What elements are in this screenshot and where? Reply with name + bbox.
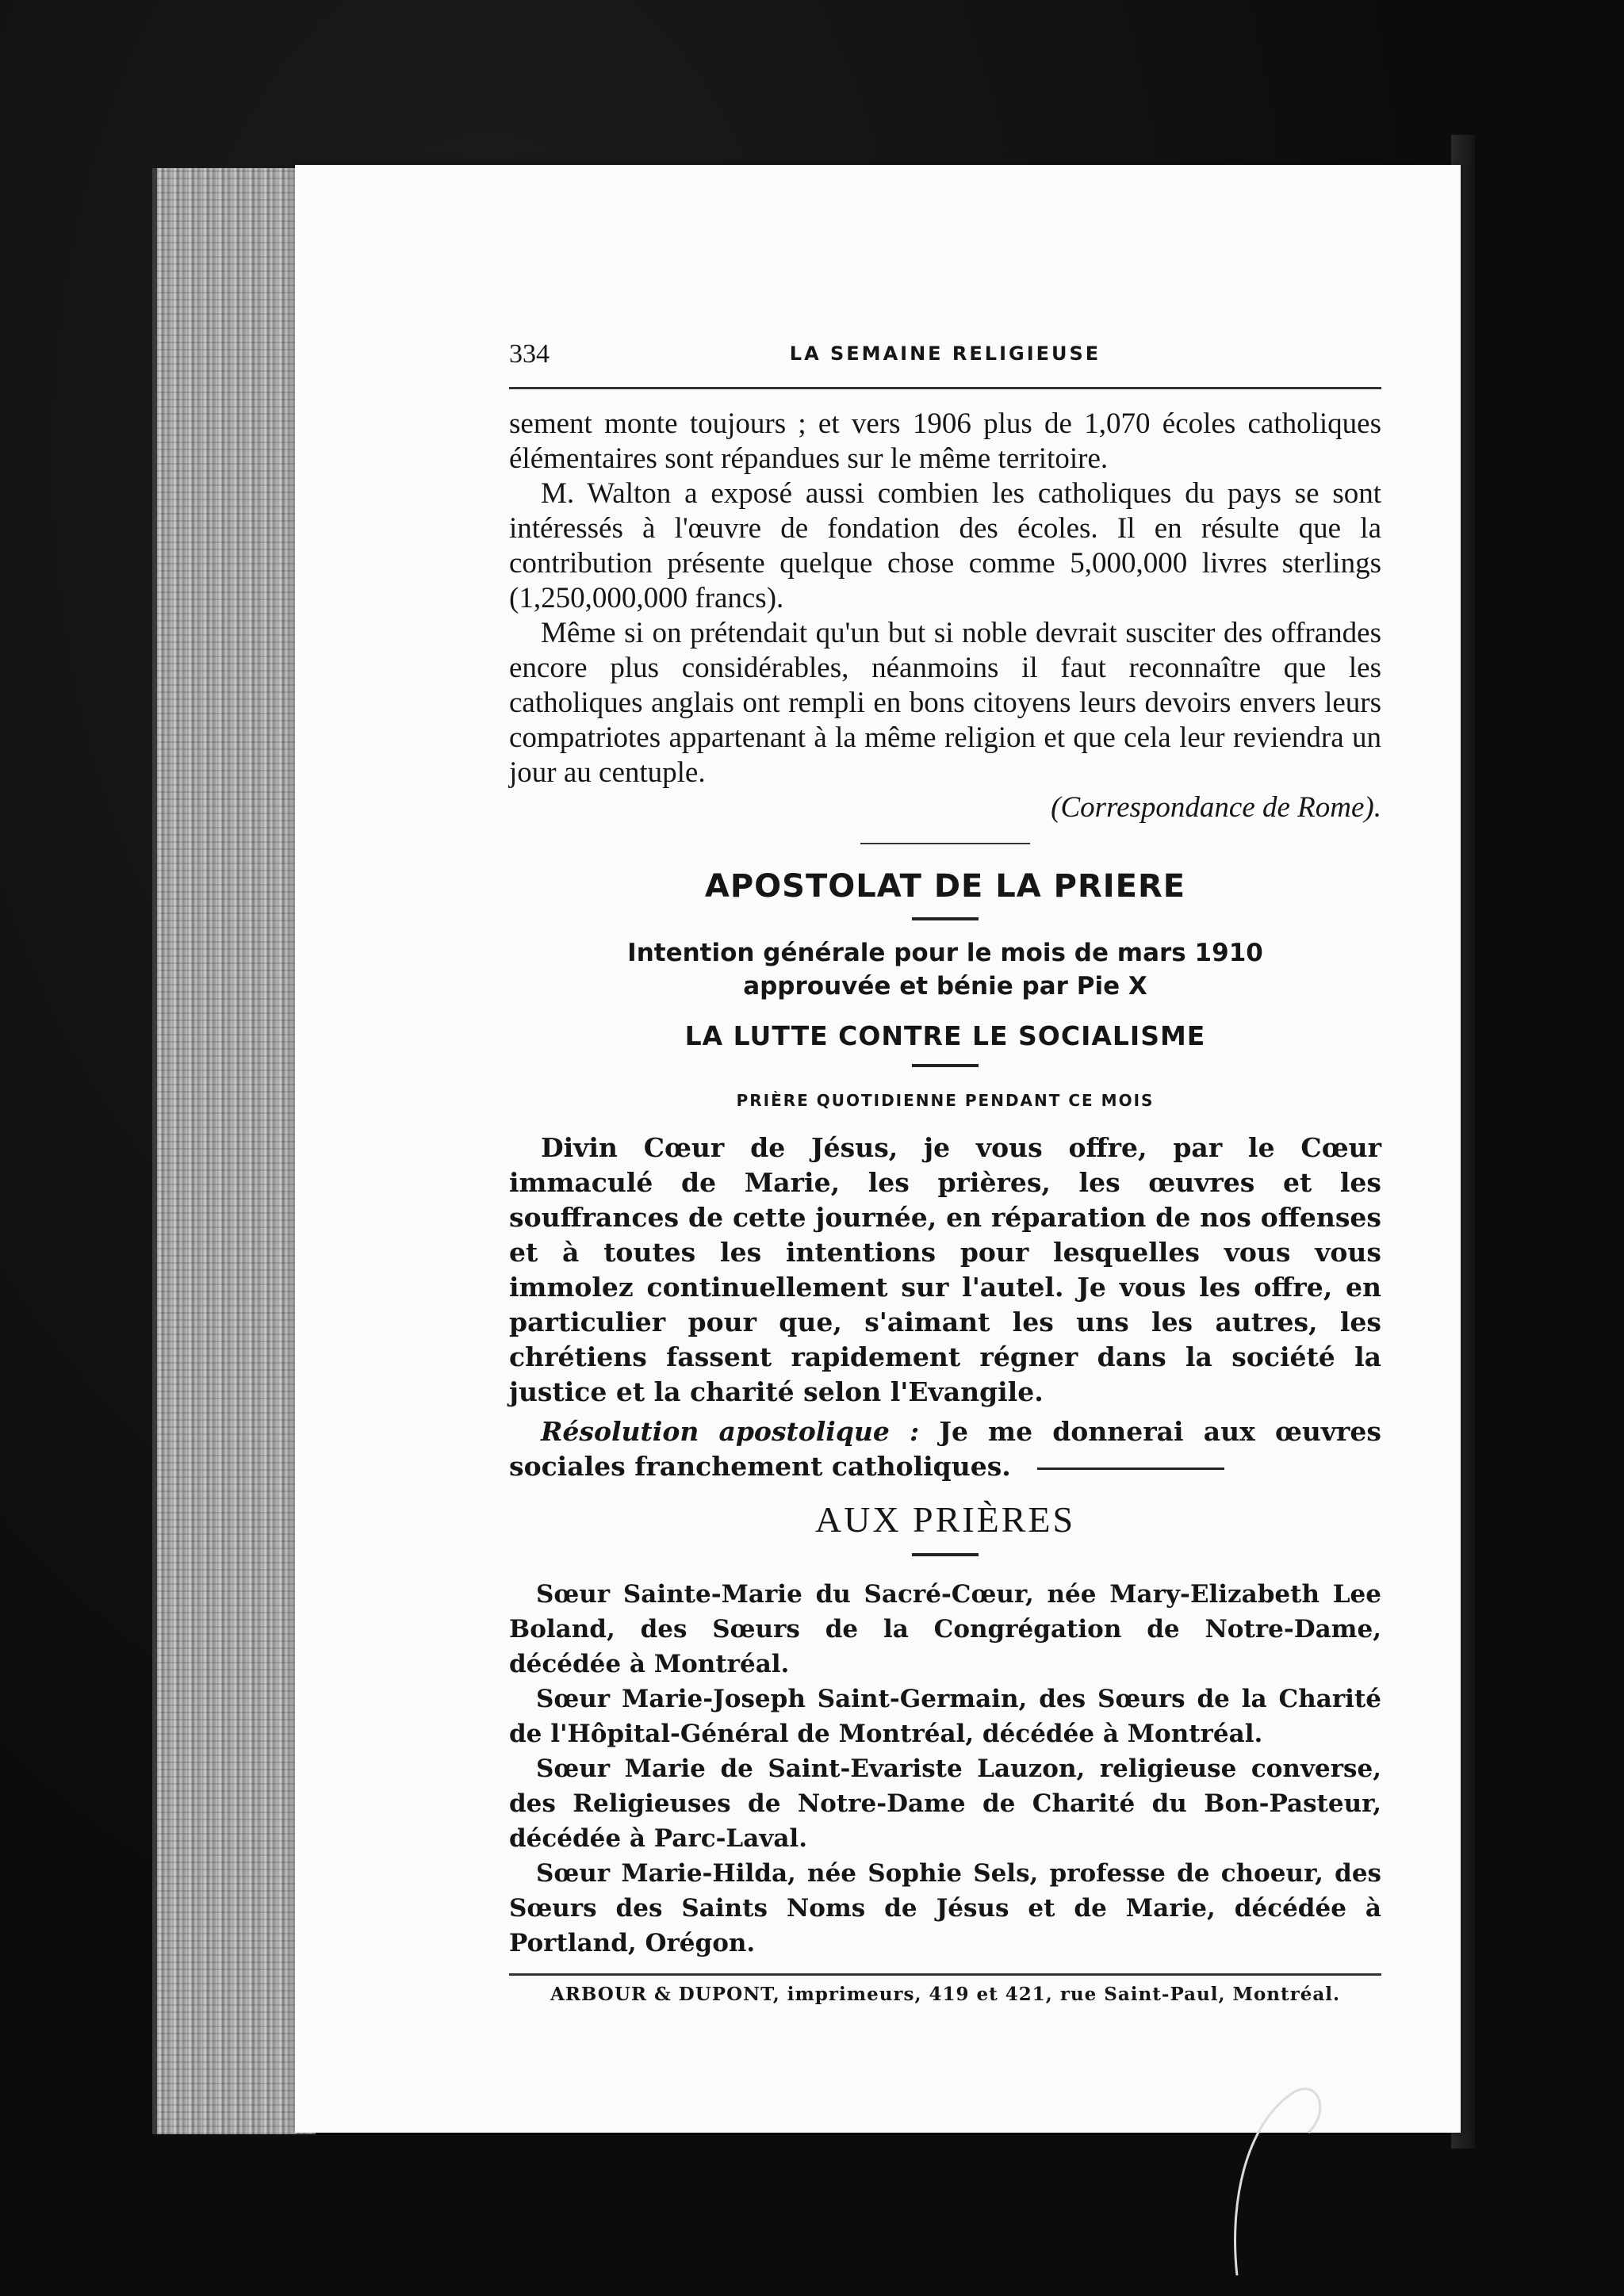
printer-imprint: ARBOUR & DUPONT, imprimeurs, 419 et 421, rue Saint-Paul, Montréal. <box>550 1984 1341 2005</box>
running-title: LA SEMAINE RELIGIEUSE <box>789 342 1101 365</box>
resolution-label: Résolution apostolique : <box>541 1416 920 1447</box>
obituary-entry: Sœur Sainte-Marie du Sacré-Cœur, née Mary-Elizabeth Lee Boland, des Sœurs de la Congrégation de Notre-Dame, décédée à Montréal. <box>509 1580 1381 1678</box>
intention-line: Intention générale pour le mois de mars 1910 <box>627 939 1263 967</box>
intention-line: approuvée et bénie par Pie X <box>743 972 1147 1001</box>
resolution <box>509 1414 1381 1484</box>
intention-subtitle <box>509 936 1381 1003</box>
resolution-text: Je me donnerai aux œuvres sociales franchement catholiques. <box>509 1416 1381 1482</box>
running-head <box>509 339 1381 389</box>
inline-divider <box>1037 1468 1224 1470</box>
scan-scratch-mark <box>1221 2061 1340 2283</box>
article-paragraph: M. Walton a exposé aussi combien les catholiques du pays se sont intéressés à l'œuvre de fondation des écoles. Il en résulte que la contribution présente quelque chose comme 5,000,000 livres sterlings (1,250,000,000 francs). <box>509 477 1381 614</box>
title-underline <box>912 917 979 920</box>
article-paragraph: sement monte toujours ; et vers 1906 plus de 1,070 écoles catholiques élémentaires sont répandues sur le même territoire. <box>509 408 1381 475</box>
theme-heading: LA LUTTE CONTRE LE SOCIALISME <box>684 1020 1206 1051</box>
article-source: (Correspondance de Rome). <box>1051 791 1381 824</box>
obituary-entry: Sœur Marie-Hilda, née Sophie Sels, professe de choeur, des Sœurs des Saints Noms de Jésus et de Marie, décédée à Portland, Orégon. <box>509 1859 1381 1957</box>
apostolat-title: APOSTOLAT DE LA PRIERE <box>704 868 1186 905</box>
prayer-heading: PRIÈRE QUOTIDIENNE PENDANT CE MOIS <box>736 1091 1155 1110</box>
footer-rule <box>509 1973 1381 1976</box>
obituary-entry: Sœur Marie-Joseph Saint-Germain, des Sœurs de la Charité de l'Hôpital-Général de Montréal, décédée à Montréal. <box>509 1685 1381 1748</box>
prayer-text: Divin Cœur de Jésus, je vous offre, par le Cœur immaculé de Marie, les prières, les œuvres et les souffrances de cette journée, en réparation de nos offenses et à toutes les intentions pour lesquelles vous vous immolez continuellement sur l'autel. Je vous les offre, en particulier pour que, s'aimant les uns les autres, les chrétiens fassent rapidement régner dans la société la justice et la charité selon l'Evangile. <box>509 1132 1381 1407</box>
page-content <box>509 339 1381 2005</box>
aux-prieres-title: AUX PRIÈRES <box>814 1499 1076 1540</box>
book-page <box>295 165 1461 2133</box>
theme-underline <box>912 1064 979 1067</box>
article-paragraph: Même si on prétendait qu'un but si noble devrait susciter des offrandes encore plus considérables, néanmoins il faut reconnaître que les catholiques anglais ont rempli en bons citoyens leurs devoirs envers leurs compatriotes appartenant à la même religion et que cela leur reviendra un jour au centuple. <box>509 617 1381 789</box>
section-divider <box>860 843 1030 844</box>
obituary-list <box>509 1577 1381 1961</box>
page-number: 334 <box>509 339 550 369</box>
article-body <box>509 407 1381 825</box>
obituary-entry: Sœur Marie de Saint-Evariste Lauzon, religieuse converse, des Religieuses de Notre-Dame de Charité du Bon-Pasteur, décédée à Parc-Laval. <box>509 1755 1381 1853</box>
book-page-edges <box>152 168 316 2134</box>
prayer-block <box>509 1131 1381 1484</box>
aux-prieres-underline <box>912 1553 979 1556</box>
